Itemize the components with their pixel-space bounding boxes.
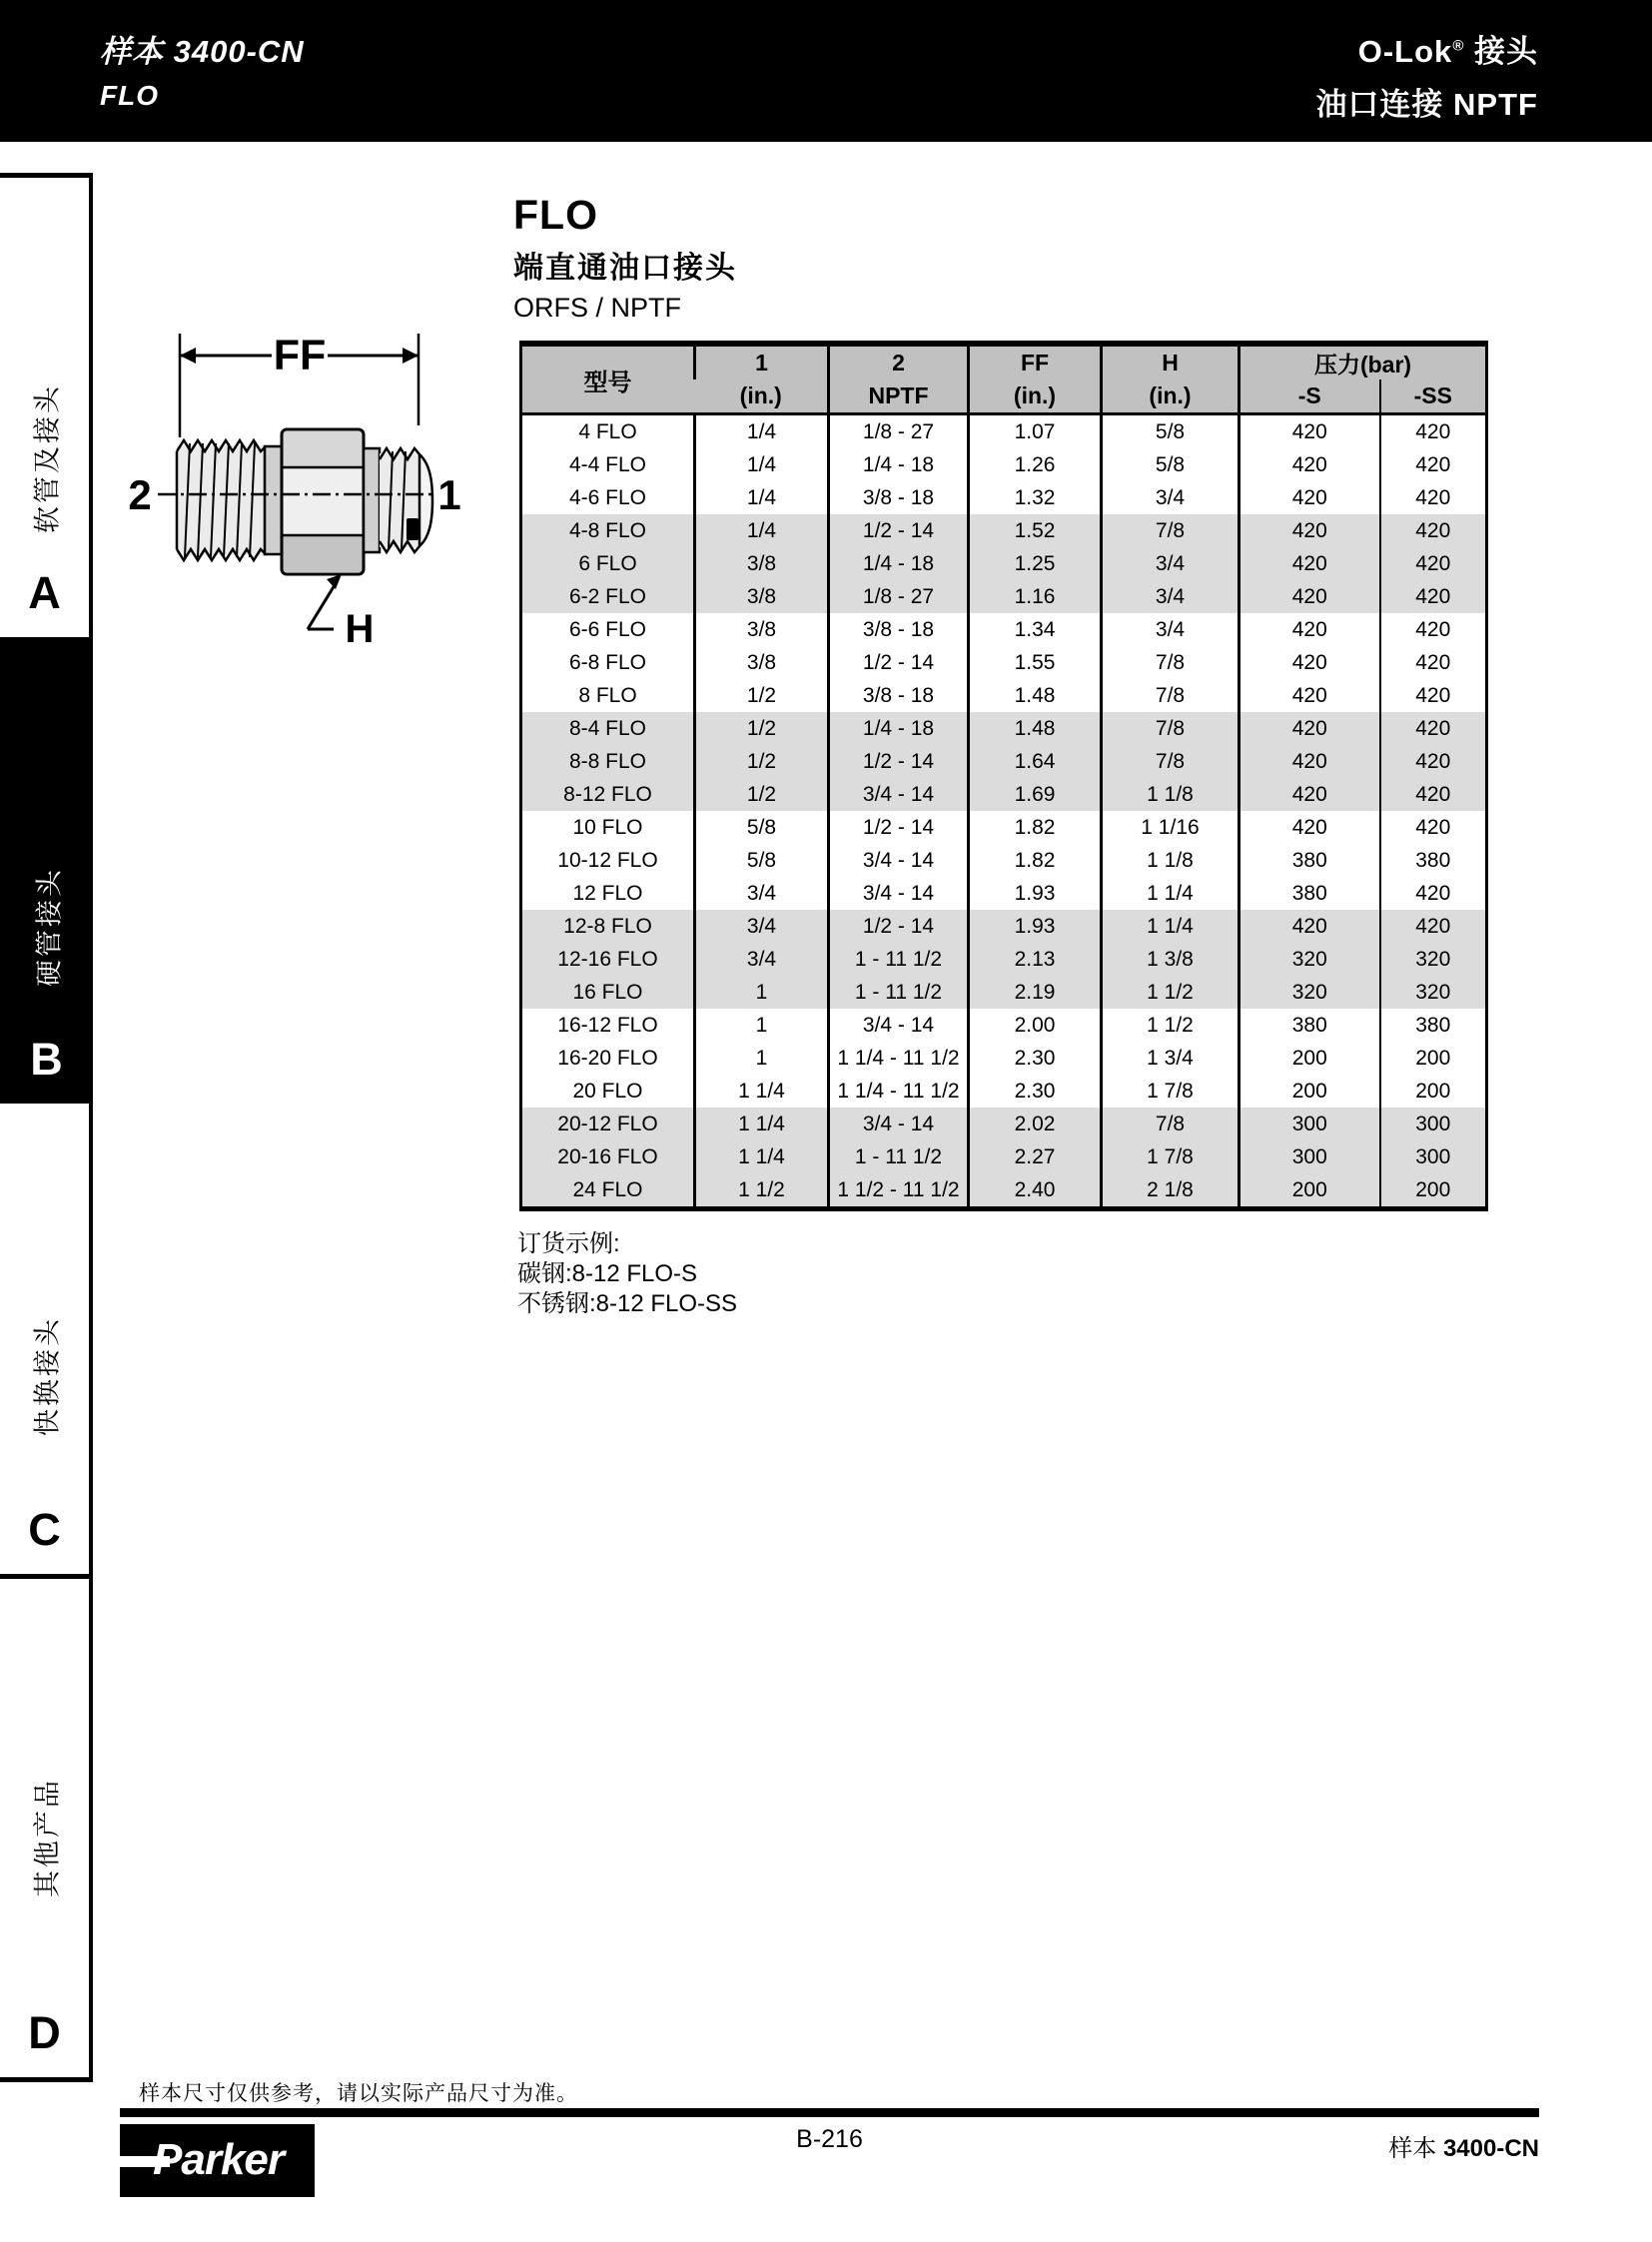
cell-nptf: 3/8 - 18: [829, 481, 969, 514]
catalog-number: 样本 3400-CN: [100, 34, 305, 69]
parker-logo: [120, 2124, 315, 2197]
table-row: [521, 1075, 1487, 1108]
table-row: [521, 1042, 1487, 1075]
cell-s: 420: [1239, 580, 1380, 613]
cell-model: 8-8 FLO: [521, 745, 695, 778]
cell-model: 6 FLO: [521, 547, 695, 580]
cell-ff: 1.48: [969, 712, 1102, 745]
cell-ff: 1.93: [969, 877, 1102, 910]
table-row: [521, 547, 1487, 580]
table-row: [521, 414, 1487, 449]
cell-ff: 2.02: [969, 1108, 1102, 1140]
col-header-nptf-unit: NPTF: [829, 379, 969, 414]
table-row: [521, 1140, 1487, 1173]
cell-size: 1 1/4: [695, 1075, 829, 1108]
cell-model: 20 FLO: [572, 1079, 643, 1103]
table-row: [521, 778, 1487, 811]
cell-ss: 420: [1380, 877, 1487, 910]
cell-ff: 1.07: [969, 414, 1102, 449]
cell-h: 7/8: [1102, 514, 1239, 547]
col-header-ss: -SS: [1380, 379, 1487, 414]
spec-table: [519, 341, 1488, 1211]
cell-s: 420: [1239, 547, 1380, 580]
cell-size: 1/4: [695, 514, 829, 547]
cell-ss: 420: [1380, 514, 1487, 547]
cell-model: 6-8 FLO: [568, 650, 647, 674]
table-row: [521, 514, 1487, 547]
cell-ss: 380: [1380, 844, 1487, 877]
cell-s: 200: [1239, 1075, 1380, 1108]
cell-nptf: 1 1/4 - 11 1/2: [829, 1042, 969, 1075]
cell-model: 8-12 FLO: [521, 778, 695, 811]
port-1-label: 1: [437, 471, 461, 518]
table-row: [521, 1173, 1487, 1209]
sidebar-label: 软管及接头: [32, 382, 62, 533]
cell-nptf: 1/2 - 14: [829, 745, 969, 778]
cell-ff: 2.30: [969, 1042, 1102, 1075]
cell-h: 3/4: [1102, 580, 1239, 613]
cell-h: 7/8: [1102, 745, 1239, 778]
cell-ss: 420: [1380, 712, 1487, 745]
cell-s: 300: [1239, 1140, 1380, 1173]
cell-model: 6-2 FLO: [521, 580, 695, 613]
arrow-left: [180, 348, 196, 364]
cell-model: 8-4 FLO: [521, 712, 695, 745]
cell-ss: 420: [1380, 778, 1487, 811]
cell-nptf: 3/4 - 14: [829, 1108, 969, 1140]
header-left: [100, 26, 305, 112]
cell-h: 2 1/8: [1102, 1173, 1239, 1209]
cell-ss: 420: [1380, 679, 1487, 712]
cell-nptf: 1/8 - 27: [829, 580, 969, 613]
cell-size: 1/2: [695, 745, 829, 778]
cell-nptf: 1/4 - 18: [829, 448, 969, 481]
cell-h: 1 1/2: [1102, 1009, 1239, 1042]
cell-model: 4-4 FLO: [568, 452, 647, 476]
cell-model: 6-6 FLO: [568, 617, 647, 641]
cell-nptf: 1/4 - 18: [829, 547, 969, 580]
cell-ff: 2.40: [969, 1173, 1102, 1209]
col-header-h: H: [1102, 344, 1239, 379]
cell-h: 3/4: [1102, 481, 1239, 514]
cell-model: 16 FLO: [521, 976, 695, 1009]
footer-rule: [120, 2108, 1539, 2117]
cell-size: 3/4: [695, 877, 829, 910]
cell-nptf: 1 - 11 1/2: [829, 976, 969, 1009]
cell-h: 5/8: [1102, 448, 1239, 481]
cell-h: 1 1/8: [1102, 844, 1239, 877]
cell-size: 1 1/4: [695, 1140, 829, 1173]
cell-size: 3/8: [695, 580, 829, 613]
table-row: [521, 943, 1487, 976]
col-header-s: -S: [1239, 379, 1380, 414]
cell-nptf: 1/2 - 14: [829, 910, 969, 943]
cell-h: 1 1/2: [1102, 976, 1239, 1009]
sidebar-label: 其他产品: [32, 1778, 62, 1898]
cell-s: 420: [1239, 910, 1380, 943]
cell-ss: 320: [1380, 943, 1487, 976]
h-arrow: [327, 574, 342, 589]
sidebar-item-quick-couplings: [0, 1104, 89, 1579]
table-row: [521, 646, 1487, 679]
table-row: [521, 877, 1487, 910]
col-header-ff-unit: (in.): [969, 379, 1102, 414]
cell-nptf: 1/2 - 14: [829, 514, 969, 547]
footer-catalog: 样本 3400-CN: [1388, 2135, 1539, 2162]
cell-ff: 1.55: [969, 646, 1102, 679]
table-row: [521, 1009, 1487, 1042]
col-header-ff: FF: [969, 344, 1102, 379]
oring-notch: [407, 518, 418, 540]
cell-ff: 1.64: [969, 745, 1102, 778]
ordering-example: [517, 1229, 737, 1319]
cell-s: 420: [1239, 712, 1380, 745]
cell-h: 1 1/4: [1102, 877, 1239, 910]
cell-ff: 1.26: [969, 448, 1102, 481]
cell-nptf: 3/4 - 14: [829, 877, 969, 910]
registered-mark: ®: [1452, 37, 1465, 55]
table-row: [521, 844, 1487, 877]
cell-model: 8 FLO: [578, 683, 637, 707]
table-row: [521, 910, 1487, 943]
sidebar-item-hose-fittings: [0, 178, 89, 637]
product-subtitle: 油口连接 NPTF: [1315, 87, 1538, 122]
table-header: [521, 344, 1487, 414]
cell-ff: 2.27: [969, 1140, 1102, 1173]
cell-ss: 420: [1380, 613, 1487, 646]
ff-dimension-label: FF: [273, 332, 327, 379]
cell-nptf: 3/8 - 18: [829, 613, 969, 646]
cell-h: 1 7/8: [1102, 1140, 1239, 1173]
cell-model: 4-8 FLO: [521, 514, 695, 547]
cell-size: 3/4: [695, 943, 829, 976]
ordering-stainless-steel: 不锈钢:8-12 FLO-SS: [517, 1290, 738, 1317]
cell-ss: 320: [1380, 976, 1487, 1009]
table-row: [521, 580, 1487, 613]
cell-ss: 380: [1380, 1009, 1487, 1042]
col-header-model: 型号: [521, 344, 695, 414]
cell-h: 7/8: [1102, 1108, 1239, 1140]
table-row: [521, 811, 1487, 844]
cell-h: 7/8: [1102, 646, 1239, 679]
cell-model: 4-6 FLO: [568, 485, 647, 509]
sidebar-item-tube-fittings-active: [0, 637, 93, 1104]
cell-model: 24 FLO: [521, 1173, 695, 1209]
cell-s: 320: [1239, 943, 1380, 976]
cell-model: 10 FLO: [572, 815, 643, 839]
cell-ff: 1.69: [969, 778, 1102, 811]
cell-size: 1: [695, 1042, 829, 1075]
standard-label: ORFS / NPTF: [513, 293, 681, 323]
cell-ff: 2.30: [969, 1075, 1102, 1108]
cell-model: 16-20 FLO: [557, 1046, 658, 1070]
cell-nptf: 3/4 - 14: [829, 1009, 969, 1042]
table-row: [521, 976, 1487, 1009]
cell-nptf: 3/8 - 18: [829, 679, 969, 712]
page-subtitle: 端直通油口接头: [513, 252, 737, 285]
cell-nptf: 1/8 - 27: [829, 414, 969, 449]
cell-nptf: 1 1/4 - 11 1/2: [829, 1075, 969, 1108]
cell-size: 3/4: [695, 910, 829, 943]
cell-h: 7/8: [1102, 712, 1239, 745]
cell-size: 1: [695, 976, 829, 1009]
cell-model: 20-16 FLO: [521, 1140, 695, 1173]
cell-h: 3/4: [1102, 547, 1239, 580]
cell-size: 1/2: [695, 679, 829, 712]
cell-h: 1 1/8: [1102, 778, 1239, 811]
table-row: [521, 745, 1487, 778]
cell-ff: 1.93: [969, 910, 1102, 943]
cell-ss: 420: [1380, 481, 1487, 514]
cell-model: 4 FLO: [578, 419, 637, 443]
technical-drawing: [112, 318, 463, 652]
cell-ff: 1.82: [969, 844, 1102, 877]
cell-ff: 2.19: [969, 976, 1102, 1009]
cell-s: 380: [1239, 877, 1380, 910]
sidebar-letter: B: [30, 1034, 63, 1085]
table-row: [521, 448, 1487, 481]
cell-s: 420: [1239, 414, 1380, 449]
cell-ff: 1.48: [969, 679, 1102, 712]
sidebar-label: 快换接头: [32, 1316, 62, 1437]
ordering-title: 订货示例:: [517, 1230, 620, 1257]
cell-size: 3/8: [695, 613, 829, 646]
col-header-pressure: 压力(bar): [1239, 344, 1487, 379]
sidebar-letter: A: [28, 567, 61, 618]
cell-ss: 420: [1380, 910, 1487, 943]
collar-left: [265, 446, 282, 554]
cell-s: 420: [1239, 448, 1380, 481]
cell-h: 7/8: [1102, 679, 1239, 712]
cell-ss: 200: [1380, 1042, 1487, 1075]
cell-model: 20-12 FLO: [521, 1108, 695, 1140]
col-header-nptf: 2: [829, 344, 969, 379]
cell-size: 1/4: [695, 448, 829, 481]
end-face: [419, 454, 432, 546]
page-title: FLO: [513, 192, 598, 238]
cell-size: 5/8: [695, 844, 829, 877]
cell-ff: 1.52: [969, 514, 1102, 547]
cell-ss: 420: [1380, 811, 1487, 844]
cell-s: 300: [1239, 1108, 1380, 1140]
cell-nptf: 1 - 11 1/2: [829, 943, 969, 976]
cell-size: 1: [695, 1009, 829, 1042]
cell-s: 320: [1239, 976, 1380, 1009]
cell-h: 1 3/4: [1102, 1042, 1239, 1075]
cell-s: 420: [1239, 778, 1380, 811]
table-row: [521, 679, 1487, 712]
cell-size: 3/8: [695, 646, 829, 679]
cell-s: 420: [1239, 679, 1380, 712]
cell-ff: 1.16: [969, 580, 1102, 613]
cell-model: 12-8 FLO: [521, 910, 695, 943]
cell-s: 380: [1239, 844, 1380, 877]
cell-ss: 420: [1380, 547, 1487, 580]
cell-ss: 200: [1380, 1173, 1487, 1209]
col-header-size-unit: (in.): [695, 379, 829, 414]
table-body: [521, 414, 1487, 1209]
cell-ff: 2.00: [969, 1009, 1102, 1042]
sidebar-item-other-products: [0, 1579, 89, 2082]
table-row: [521, 613, 1487, 646]
cell-model: 10-12 FLO: [557, 848, 658, 872]
table-row: [521, 481, 1487, 514]
cell-ff: 1.34: [969, 613, 1102, 646]
top-band: [0, 0, 1652, 142]
cell-nptf: 1/2 - 14: [829, 811, 969, 844]
cell-s: 380: [1239, 1009, 1380, 1042]
cell-model: 12-16 FLO: [521, 943, 695, 976]
cell-size: 3/8: [695, 547, 829, 580]
cell-size: 1/2: [695, 778, 829, 811]
cell-s: 420: [1239, 646, 1380, 679]
cell-size: 1/4: [695, 481, 829, 514]
cell-ss: 420: [1380, 745, 1487, 778]
cell-size: 5/8: [695, 811, 829, 844]
cell-s: 420: [1239, 811, 1380, 844]
cell-size: 1/4: [695, 414, 829, 449]
cell-ff: 1.82: [969, 811, 1102, 844]
collar-right: [364, 448, 380, 552]
cell-h: 1 7/8: [1102, 1075, 1239, 1108]
cell-ss: 420: [1380, 646, 1487, 679]
cell-s: 420: [1239, 745, 1380, 778]
footnote: 样本尺寸仅供参考，请以实际产品尺寸为准。: [139, 2082, 578, 2105]
cell-h: 5/8: [1102, 414, 1239, 449]
cell-model: 16-12 FLO: [557, 1013, 658, 1037]
table-row: [521, 712, 1487, 745]
hex-height-label: H: [345, 607, 375, 651]
sidebar-label: 硬管接头: [34, 866, 64, 987]
cell-ss: 420: [1380, 414, 1487, 449]
cell-nptf: 1/4 - 18: [829, 712, 969, 745]
cell-nptf: 1/2 - 14: [829, 646, 969, 679]
parker-logo-text: Parker: [153, 2135, 285, 2184]
cell-s: 200: [1239, 1173, 1380, 1209]
cell-ss: 200: [1380, 1075, 1487, 1108]
cell-nptf: 1 1/2 - 11 1/2: [829, 1173, 969, 1209]
cell-size: 1 1/4: [695, 1108, 829, 1140]
cell-model: 12 FLO: [572, 881, 643, 905]
header-right: [1315, 26, 1538, 124]
cell-h: 1 1/4: [1102, 910, 1239, 943]
cell-ss: 300: [1380, 1140, 1487, 1173]
cell-nptf: 1 - 11 1/2: [829, 1140, 969, 1173]
cell-s: 420: [1239, 514, 1380, 547]
ordering-carbon-steel: 碳钢:8-12 FLO-S: [517, 1260, 698, 1287]
sidebar-letter: C: [28, 1504, 61, 1555]
cell-size: 1/2: [695, 712, 829, 745]
sidebar: [0, 173, 93, 2082]
port-2-label: 2: [128, 471, 152, 518]
cell-ff: 1.25: [969, 547, 1102, 580]
product-line: O-Lok® 接头: [1357, 34, 1538, 69]
table-row: [521, 1108, 1487, 1140]
cell-nptf: 3/4 - 14: [829, 778, 969, 811]
cell-s: 200: [1239, 1042, 1380, 1075]
sidebar-letter: D: [28, 2007, 61, 2058]
cell-s: 420: [1239, 481, 1380, 514]
cell-s: 420: [1239, 613, 1380, 646]
cell-ss: 300: [1380, 1108, 1487, 1140]
cell-h: 1 3/8: [1102, 943, 1239, 976]
cell-nptf: 3/4 - 14: [829, 844, 969, 877]
cell-h: 1 1/16: [1102, 811, 1239, 844]
cell-ff: 2.13: [969, 943, 1102, 976]
arrow-right: [403, 348, 418, 364]
page-number: B-216: [796, 2125, 863, 2153]
cell-ss: 420: [1380, 448, 1487, 481]
col-header-size: 1: [695, 344, 829, 379]
cell-ff: 1.32: [969, 481, 1102, 514]
cell-h: 3/4: [1102, 613, 1239, 646]
cell-size: 1 1/2: [695, 1173, 829, 1209]
series-name: FLO: [100, 80, 159, 111]
col-header-h-unit: (in.): [1102, 379, 1239, 414]
cell-ss: 420: [1380, 580, 1487, 613]
